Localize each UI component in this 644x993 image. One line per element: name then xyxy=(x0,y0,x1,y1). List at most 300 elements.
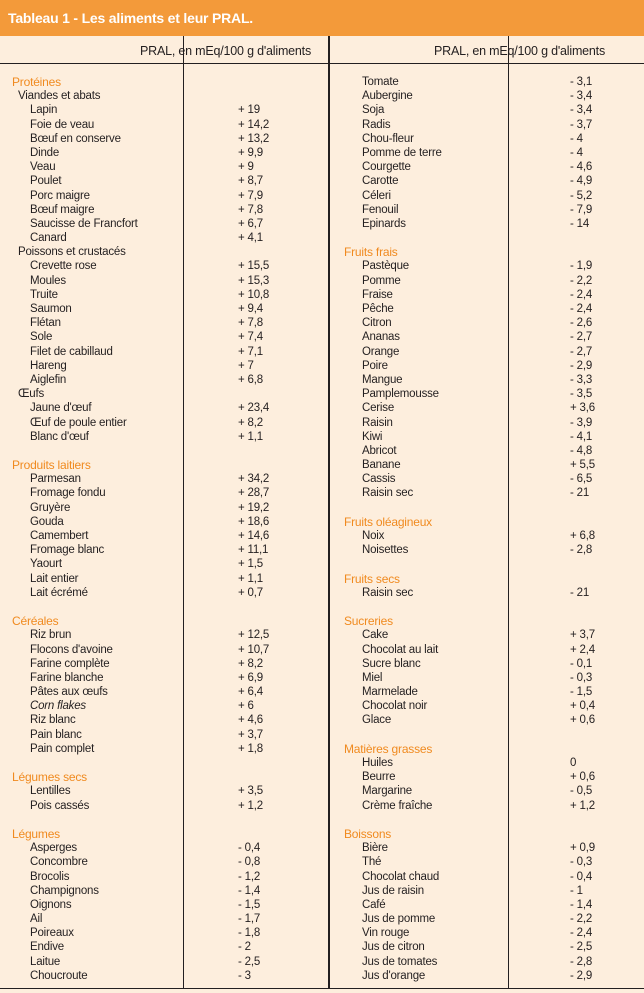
pral-value: - 3,5 xyxy=(570,388,593,401)
food-row-noix xyxy=(344,529,595,543)
food-row-jus-d-orange xyxy=(344,969,593,983)
food-row-abricot xyxy=(344,444,593,458)
food-row-banane xyxy=(344,458,595,472)
food-label: Gouda xyxy=(30,515,64,528)
food-label: Cerise xyxy=(362,402,395,415)
food-label: Vin rouge xyxy=(362,927,410,940)
pral-value: + 14,2 xyxy=(238,118,270,131)
food-row-gruyere xyxy=(12,501,270,515)
food-label: Filet de cabillaud xyxy=(30,345,113,358)
pral-value: - 0,5 xyxy=(570,785,593,798)
row-spacer xyxy=(344,557,442,571)
pral-value: - 4 xyxy=(570,132,583,145)
food-label: Crème fraîche xyxy=(362,799,433,812)
pral-value: + 15,5 xyxy=(238,260,270,273)
pral-value: + 7,8 xyxy=(238,317,263,330)
food-label: Raisin sec xyxy=(362,586,414,599)
pral-value: + 9 xyxy=(238,161,254,174)
pral-value: - 21 xyxy=(570,586,590,599)
pral-value: + 7,4 xyxy=(238,331,263,344)
category-row-fruits-secs xyxy=(344,572,442,586)
row-spacer xyxy=(12,756,138,770)
subcategory-label: Œufs xyxy=(18,388,45,401)
pral-value: + 6,9 xyxy=(238,671,263,684)
pral-value: + 12,5 xyxy=(238,629,270,642)
food-row-blanc-d-oeuf xyxy=(12,430,263,444)
food-label: Marmelade xyxy=(362,686,418,699)
pral-value: + 3,5 xyxy=(238,785,263,798)
pral-value: - 4,8 xyxy=(570,444,593,457)
food-label: Beurre xyxy=(362,771,396,784)
food-label: Flocons d'avoine xyxy=(30,643,113,656)
pral-value: - 0,4 xyxy=(570,870,593,883)
food-row-oignons xyxy=(12,898,261,912)
food-label: Fromage fondu xyxy=(30,487,106,500)
pral-value: + 19,2 xyxy=(238,501,270,514)
food-row-marmelade xyxy=(344,685,593,699)
food-row-hareng xyxy=(12,359,254,373)
food-row-sole xyxy=(12,330,263,344)
pral-value: + 1,1 xyxy=(238,430,263,443)
pral-value: + 23,4 xyxy=(238,402,270,415)
pral-value: + 3,7 xyxy=(238,728,263,741)
food-label: Aubergine xyxy=(362,90,413,103)
left-food-list xyxy=(12,75,270,983)
food-label: Farine complète xyxy=(30,657,110,670)
food-label: Choucroute xyxy=(30,969,88,982)
pral-value: - 2,2 xyxy=(570,274,593,287)
food-label: Mangue xyxy=(362,373,403,386)
pral-value: - 2,5 xyxy=(238,955,261,968)
food-label: Kiwi xyxy=(362,430,383,443)
category-row-produits-laitiers xyxy=(12,458,138,472)
food-row-truite xyxy=(12,288,270,302)
food-row-asperges xyxy=(12,841,261,855)
food-label: Chou-fleur xyxy=(362,132,414,145)
pral-value: + 9,4 xyxy=(238,303,263,315)
row-spacer xyxy=(12,444,138,458)
pral-value: + 11,1 xyxy=(238,544,269,557)
food-label: Oignons xyxy=(30,898,72,911)
food-row-camembert xyxy=(12,529,270,543)
food-row-mangue xyxy=(344,373,593,387)
food-label: Cake xyxy=(362,629,389,642)
left-column-header: PRAL, en mEq/100 g d'aliments xyxy=(140,44,311,58)
food-row-oeuf-de-poule-entier xyxy=(12,416,263,430)
food-row-lait-entier xyxy=(12,572,263,586)
row-spacer xyxy=(12,813,138,827)
pral-value: - 1,4 xyxy=(238,884,261,897)
row-spacer xyxy=(344,813,442,827)
pral-value: 0 xyxy=(570,757,577,769)
food-row-carotte xyxy=(344,174,593,188)
pral-value: - 2,7 xyxy=(570,331,593,344)
pral-value: + 19 xyxy=(238,104,260,117)
food-row-yaourt xyxy=(12,557,263,571)
food-label: Lait écrémé xyxy=(30,586,88,599)
category-label: Protéines xyxy=(12,75,61,89)
food-label: Pamplemousse xyxy=(362,388,439,401)
pral-value: + 9,9 xyxy=(238,146,263,159)
category-label: Matières grasses xyxy=(344,741,433,756)
pral-value: - 3,9 xyxy=(570,416,593,429)
food-label: Pomme de terre xyxy=(362,146,442,159)
food-row-orange xyxy=(344,345,593,359)
food-label: Chocolat noir xyxy=(362,700,428,713)
food-label: Bière xyxy=(362,842,388,855)
food-row-ananas xyxy=(344,330,593,344)
food-label: Asperges xyxy=(30,842,77,855)
pral-value: - 1,9 xyxy=(570,260,593,273)
food-row-dinde xyxy=(12,146,263,160)
food-row-pasteque xyxy=(344,259,593,273)
bottom-divider xyxy=(0,988,644,989)
category-row-sucreries xyxy=(344,614,442,628)
food-row-courgette xyxy=(344,160,593,174)
pral-value: + 6,7 xyxy=(238,217,263,230)
food-label: Café xyxy=(362,898,386,911)
pral-value: + 7,9 xyxy=(238,189,263,202)
food-label: Canard xyxy=(30,232,67,245)
food-row-porc-maigre xyxy=(12,189,263,203)
pral-value: - 3,4 xyxy=(570,104,593,117)
food-row-fromage-fondu xyxy=(12,486,270,500)
food-row-jus-de-raisin xyxy=(344,884,583,898)
food-label: Citron xyxy=(362,317,392,330)
pral-value: + 4,1 xyxy=(238,232,263,245)
pral-value: + 3,7 xyxy=(570,629,595,642)
pral-value: + 0,9 xyxy=(570,842,595,855)
food-label: Thé xyxy=(362,856,382,869)
food-label: Laitue xyxy=(30,955,61,968)
category-label: Légumes secs xyxy=(12,770,87,785)
center-column-divider xyxy=(328,36,330,988)
food-row-cerise xyxy=(344,401,595,415)
food-row-farine-blanche xyxy=(12,671,263,685)
food-row-choucroute xyxy=(12,969,251,983)
food-label: Dinde xyxy=(30,146,60,159)
food-label: Banane xyxy=(362,459,401,472)
pral-value: - 2,8 xyxy=(570,544,593,557)
pral-value: - 5,2 xyxy=(570,189,593,202)
food-row-gouda xyxy=(12,515,270,529)
pral-value: - 2 xyxy=(238,941,251,954)
food-row-pois-casses xyxy=(12,799,263,813)
pral-value: + 0,6 xyxy=(570,771,595,784)
row-spacer xyxy=(344,600,442,614)
pral-value: - 2,4 xyxy=(570,303,593,315)
food-label: Champignons xyxy=(30,884,99,897)
food-label: Brocolis xyxy=(30,870,70,883)
pral-value: - 21 xyxy=(570,487,590,500)
food-label: Lentilles xyxy=(30,785,71,798)
food-label: Crevette rose xyxy=(30,260,97,273)
pral-value: + 14,6 xyxy=(238,530,270,542)
pral-value: + 3,6 xyxy=(570,402,595,415)
row-spacer xyxy=(12,600,138,614)
food-row-noisettes xyxy=(344,543,593,557)
food-row-huiles xyxy=(344,756,577,770)
food-row-fromage-blanc xyxy=(12,543,269,557)
food-row-veau xyxy=(12,160,254,174)
row-spacer xyxy=(344,501,442,515)
food-row-crevette-rose xyxy=(12,259,270,273)
category-label: Sucreries xyxy=(344,614,393,629)
food-label: Ail xyxy=(30,913,43,926)
food-row-farine-complete xyxy=(12,657,263,671)
pral-value: + 1,2 xyxy=(570,799,595,812)
food-row-tomate xyxy=(344,75,593,89)
pral-value: - 1,7 xyxy=(238,913,261,926)
food-label: Concombre xyxy=(30,856,88,869)
food-label: Céleri xyxy=(362,189,391,202)
pral-value: + 5,5 xyxy=(570,459,595,472)
food-label: Camembert xyxy=(30,530,89,542)
pral-value: - 14 xyxy=(570,217,590,230)
food-label: Noisettes xyxy=(362,544,409,557)
food-row-fraise xyxy=(344,288,593,302)
category-row-matieres-grasses xyxy=(344,742,442,756)
food-label: Poulet xyxy=(30,175,62,188)
pral-value: - 4,6 xyxy=(570,161,593,174)
food-label: Endive xyxy=(30,941,64,954)
food-row-foie-de-veau xyxy=(12,118,270,132)
pral-value: - 3,4 xyxy=(570,90,593,103)
pral-value: - 1,5 xyxy=(238,898,261,911)
food-label: Hareng xyxy=(30,359,67,372)
pral-value: + 8,2 xyxy=(238,657,263,670)
pral-value: - 3,3 xyxy=(570,373,593,386)
food-label: Epinards xyxy=(362,217,406,230)
food-row-chou-fleur xyxy=(344,132,583,146)
food-row-pomme-de-terre xyxy=(344,146,583,160)
right-food-list xyxy=(344,75,595,983)
food-label: Jus de citron xyxy=(362,941,425,954)
pral-value: - 2,4 xyxy=(570,288,593,301)
pral-value: - 6,5 xyxy=(570,473,593,486)
food-row-pomme xyxy=(344,274,593,288)
right-column-header: PRAL, en mEq/100 g d'aliments xyxy=(434,44,605,58)
food-row-vin-rouge xyxy=(344,926,593,940)
food-label: Courgette xyxy=(362,161,411,174)
food-label: Raisin xyxy=(362,416,393,429)
food-label: Sole xyxy=(30,331,53,344)
pral-value: - 2,2 xyxy=(570,913,593,926)
food-row-raisin-sec xyxy=(344,486,590,500)
food-row-riz-brun xyxy=(12,628,270,642)
food-label: Pois cassés xyxy=(30,799,90,812)
food-row-boeuf-maigre xyxy=(12,203,263,217)
food-label: Chocolat chaud xyxy=(362,870,440,883)
pral-value: + 7,1 xyxy=(238,345,263,358)
food-label: Pomme xyxy=(362,274,401,287)
pral-value: - 2,8 xyxy=(570,955,593,968)
subcategory-row-poissons-et-crustaces xyxy=(12,245,138,259)
food-label: Saumon xyxy=(30,303,72,315)
category-label: Boissons xyxy=(344,826,392,841)
food-row-lapin xyxy=(12,103,260,117)
category-row-legumes xyxy=(12,827,138,841)
food-row-parmesan xyxy=(12,472,270,486)
food-label: Bœuf en conserve xyxy=(30,132,121,145)
pral-value: + 0,6 xyxy=(570,714,595,727)
food-label: Gruyère xyxy=(30,501,71,514)
food-row-poireaux xyxy=(12,926,261,940)
pral-value: - 0,3 xyxy=(570,856,593,869)
food-row-biere xyxy=(344,841,595,855)
food-row-peche xyxy=(344,302,593,316)
pral-value: + 10,7 xyxy=(238,643,270,656)
category-row-boissons xyxy=(344,827,442,841)
food-label: Noix xyxy=(362,530,385,542)
table-title: Tableau 1 - Les aliments et leur PRAL. xyxy=(0,0,644,36)
pral-value: + 4,6 xyxy=(238,714,263,727)
food-label: Riz brun xyxy=(30,629,72,642)
pral-value: - 1,2 xyxy=(238,870,261,883)
food-row-glace xyxy=(344,713,595,727)
subcategory-label: Viandes et abats xyxy=(18,90,101,103)
food-label: Abricot xyxy=(362,444,397,457)
food-row-moules xyxy=(12,274,270,288)
pral-value: - 1,5 xyxy=(570,686,593,699)
category-row-fruits-frais xyxy=(344,245,442,259)
food-label: Margarine xyxy=(362,785,412,798)
food-row-lait-ecreme xyxy=(12,586,263,600)
food-label: Pastèque xyxy=(362,260,409,273)
food-label: Lait entier xyxy=(30,572,79,585)
food-label: Poire xyxy=(362,359,388,372)
food-label: Pain complet xyxy=(30,742,95,755)
pral-value: - 2,9 xyxy=(570,359,593,372)
food-label: Glace xyxy=(362,714,392,727)
food-label: Jus de tomates xyxy=(362,955,438,968)
food-label: Parmesan xyxy=(30,473,81,486)
food-row-soja xyxy=(344,103,593,117)
food-row-chocolat-noir xyxy=(344,699,595,713)
food-row-riz-blanc xyxy=(12,713,263,727)
pral-value: - 2,5 xyxy=(570,941,593,954)
food-row-saumon xyxy=(12,302,263,316)
food-row-beurre xyxy=(344,770,595,784)
food-label: Riz blanc xyxy=(30,714,76,727)
food-label: Aiglefin xyxy=(30,373,67,386)
pral-value: + 15,3 xyxy=(238,274,270,287)
pral-value: + 8,2 xyxy=(238,416,263,429)
food-row-poire xyxy=(344,359,593,373)
food-label: Chocolat au lait xyxy=(362,643,439,656)
food-row-jus-de-pomme xyxy=(344,912,593,926)
food-label: Jus de pomme xyxy=(362,913,436,926)
food-label: Fenouil xyxy=(362,203,399,216)
food-row-cassis xyxy=(344,472,593,486)
food-row-pamplemousse xyxy=(344,387,593,401)
pral-value: + 7 xyxy=(238,359,254,372)
food-label: Pâtes aux œufs xyxy=(30,686,108,699)
food-row-celeri xyxy=(344,189,593,203)
food-label: Corn flakes xyxy=(30,700,86,713)
food-row-chocolat-chaud xyxy=(344,870,593,884)
food-label: Jus de raisin xyxy=(362,884,424,897)
food-row-flocons-d-avoine xyxy=(12,643,270,657)
category-row-proteines xyxy=(12,75,138,89)
food-label: Yaourt xyxy=(30,558,62,571)
food-label: Pain blanc xyxy=(30,728,82,741)
food-row-brocolis xyxy=(12,870,261,884)
food-row-pates-aux-oeufs xyxy=(12,685,263,699)
food-label: Jus d'orange xyxy=(362,969,426,982)
food-row-lentilles xyxy=(12,784,263,798)
food-label: Huiles xyxy=(362,757,393,769)
pral-value: + 2,4 xyxy=(570,643,595,656)
food-row-citron xyxy=(344,316,593,330)
pral-value: + 10,8 xyxy=(238,288,270,301)
pral-value: - 7,9 xyxy=(570,203,593,216)
food-label: Fromage blanc xyxy=(30,544,105,557)
food-label: Tomate xyxy=(362,76,399,88)
pral-value: - 3 xyxy=(238,969,251,982)
pral-value: + 6,8 xyxy=(238,373,263,386)
pral-value: - 0,1 xyxy=(570,657,593,670)
pral-value: - 4,9 xyxy=(570,175,593,188)
category-label: Légumes xyxy=(12,826,60,841)
pral-value: - 0,3 xyxy=(570,671,593,684)
food-label: Bœuf maigre xyxy=(30,203,95,216)
food-row-champignons xyxy=(12,884,261,898)
left-value-column-divider xyxy=(183,36,184,988)
pral-value: - 1,8 xyxy=(238,927,261,940)
food-label: Sucre blanc xyxy=(362,657,421,670)
row-spacer xyxy=(344,728,442,742)
food-label: Fraise xyxy=(362,288,393,301)
pral-value: + 6,4 xyxy=(238,686,263,699)
pral-value: + 6,8 xyxy=(570,530,595,542)
pral-value: - 4 xyxy=(570,146,583,159)
food-label: Raisin sec xyxy=(362,487,414,500)
food-row-poulet xyxy=(12,174,263,188)
food-label: Orange xyxy=(362,345,400,358)
food-label: Miel xyxy=(362,671,383,684)
food-row-aiglefin xyxy=(12,373,263,387)
food-row-boeuf-en-conserve xyxy=(12,132,270,146)
category-label: Produits laitiers xyxy=(12,458,91,473)
food-row-laitue xyxy=(12,955,261,969)
food-label: Blanc d'œuf xyxy=(30,430,89,443)
food-label: Carotte xyxy=(362,175,399,188)
food-row-filet-de-cabillaud xyxy=(12,345,263,359)
food-row-fenouil xyxy=(344,203,593,217)
header-divider xyxy=(0,63,644,64)
pral-value: + 6 xyxy=(238,700,254,713)
food-row-jus-de-citron xyxy=(344,940,593,954)
pral-value: + 13,2 xyxy=(238,132,270,145)
food-label: Moules xyxy=(30,274,66,287)
pral-value: - 3,1 xyxy=(570,76,593,88)
food-row-creme-fraiche xyxy=(344,799,595,813)
food-row-jaune-d-oeuf xyxy=(12,401,270,415)
food-label: Jaune d'œuf xyxy=(30,402,92,415)
pral-value: + 0,7 xyxy=(238,586,263,599)
food-row-miel xyxy=(344,671,593,685)
pral-value: + 1,2 xyxy=(238,799,263,812)
category-label: Fruits frais xyxy=(344,245,398,260)
food-row-margarine xyxy=(344,784,593,798)
food-label: Œuf de poule entier xyxy=(30,416,127,429)
food-row-raisin-sec xyxy=(344,586,590,600)
pral-value: + 1,8 xyxy=(238,742,263,755)
pral-value: + 1,5 xyxy=(238,558,263,571)
category-row-fruits-oleagineux xyxy=(344,515,442,529)
pral-value: - 0,8 xyxy=(238,856,261,869)
